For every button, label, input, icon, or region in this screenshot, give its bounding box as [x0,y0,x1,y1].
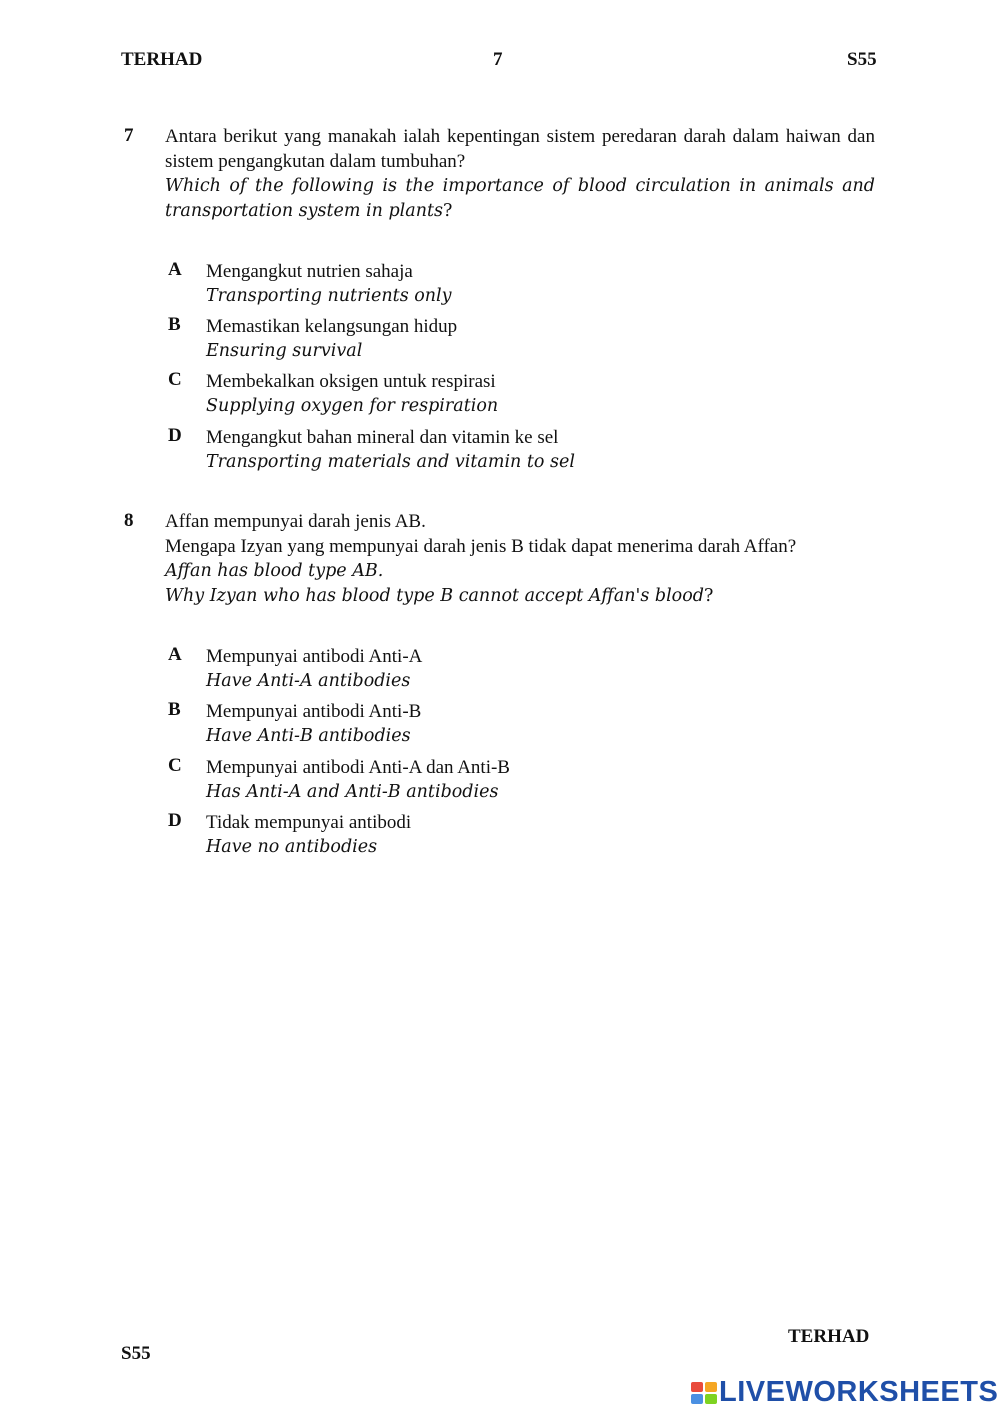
header-right: S55 [847,49,877,70]
option-text-en: Have Anti-A antibodies [206,671,411,691]
question-8-line2-ms: Mengapa Izyan yang mempunyai darah jenis B tidak dapat menerima darah Affan? [165,536,797,557]
question-8-line2-en: Why Izyan who has blood type B cannot accept Affan's blood? [165,586,714,606]
question-7-text [165,124,875,224]
liveworksheets-logo-icon [691,1382,717,1404]
question-7-text-en: Which of the following is the importance of blood circulation in animals and transportation system in plants? [165,176,875,221]
option-text-en: Ensuring survival [206,341,363,361]
option-text-en: Transporting materials and vitamin to sel [206,452,575,472]
page-number: 7 [493,49,503,70]
option-text-ms: Mengangkut nutrien sahaja [206,261,413,282]
logo-square [705,1394,717,1404]
question-7-text-ms: Antara berikut yang manakah ialah kepentingan sistem peredaran darah dalam haiwan dan sistem pengangkutan dalam tumbuhan? [165,126,875,172]
watermark-text: LIVEWORKSHEETS [719,1376,999,1408]
logo-square [691,1382,703,1392]
footer-right: TERHAD [788,1326,870,1347]
option-letter: B [168,699,181,720]
option-letter: C [168,369,182,390]
question-number-7: 7 [124,125,134,146]
question-8-text [165,509,875,609]
option-letter: A [168,644,182,665]
logo-square [705,1382,717,1392]
footer-left: S55 [121,1343,151,1364]
option-text-ms: Tidak mempunyai antibodi [206,812,412,833]
option-text-en: Have Anti-B antibodies [206,726,411,746]
question-number-8: 8 [124,510,134,531]
option-letter: C [168,755,182,776]
logo-square [691,1394,703,1404]
question-8-line1-ms: Affan mempunyai darah jenis AB. [165,511,426,532]
option-text-en: Transporting nutrients only [206,286,452,306]
question-8-line1-en: Affan has blood type AB. [165,561,384,581]
option-text-en: Supplying oxygen for respiration [206,396,499,416]
option-text-en: Have no antibodies [206,837,378,857]
liveworksheets-watermark[interactable] [691,1376,998,1409]
option-letter: D [168,810,182,831]
option-text-ms: Mempunyai antibodi Anti-A [206,646,423,667]
option-text-ms: Mempunyai antibodi Anti-B [206,701,422,722]
option-text-en: Has Anti-A and Anti-B antibodies [206,782,499,802]
option-text-ms: Mengangkut bahan mineral dan vitamin ke sel [206,427,559,448]
option-letter: A [168,259,182,280]
header-left: TERHAD [121,49,203,70]
option-text-ms: Memastikan kelangsungan hidup [206,316,458,337]
option-text-ms: Membekalkan oksigen untuk respirasi [206,371,496,392]
option-letter: D [168,425,182,446]
option-text-ms: Mempunyai antibodi Anti-A dan Anti-B [206,757,510,778]
option-letter: B [168,314,181,335]
